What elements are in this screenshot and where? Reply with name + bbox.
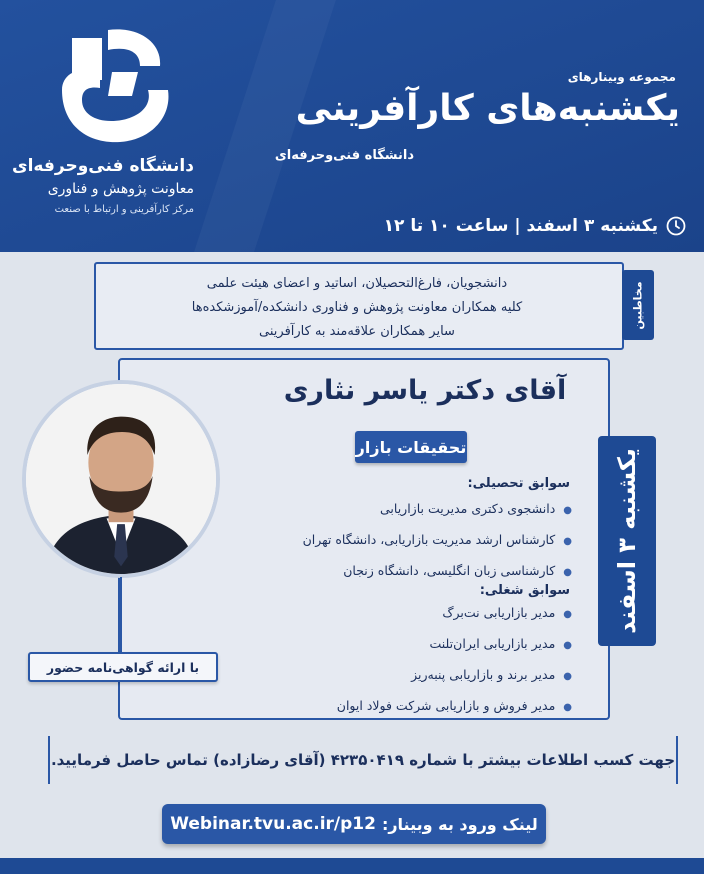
education-item: ● کارشناس ارشد مدیریت بازاریابی، دانشگاه تهران	[303, 525, 572, 556]
work-item: ● مدیر فروش و بازاریابی شرکت فولاد ایوان	[337, 691, 572, 722]
webinar-link-box[interactable]	[162, 804, 546, 844]
series-organizer: دانشگاه فنی‌وحرفه‌ای	[274, 148, 414, 163]
education-item: ● کارشناسی زبان انگلیسی، دانشگاه زنجان	[303, 556, 572, 587]
audience-list	[96, 264, 622, 344]
series-title: یکشنبه‌های کارآفرینی	[295, 88, 680, 129]
work-item: ● مدیر برند و بازاریابی پنبه‌ریز	[337, 660, 572, 691]
contact-info: جهت کسب اطلاعات بیشتر با شماره ۴۲۳۵۰۴۱۹ (آقای رضازاده) تماس حاصل فرمایید.	[48, 736, 678, 784]
footer-bar	[0, 858, 704, 874]
certificate-badge: با ارائه گواهی‌نامه حضور	[28, 652, 218, 682]
audience-tab	[622, 270, 654, 340]
connector-line	[120, 577, 122, 655]
university-logo-icon	[42, 20, 172, 160]
day-tab	[598, 436, 656, 646]
audience-item: دانشجویان، فارغ‌التحصیلان، اساتید و اعضای هیئت علمی	[206, 276, 508, 291]
series-kicker: مجموعه وبینارهای	[567, 70, 676, 84]
day-tab-label: یکشنبه ۳ اسفند	[613, 448, 641, 634]
header-banner	[0, 0, 704, 252]
work-heading: سوابق شغلی:	[479, 583, 570, 598]
clock-icon	[666, 216, 686, 236]
university-name: دانشگاه فنی‌وحرفه‌ای	[12, 156, 194, 176]
work-item: ● مدیر بازاریابی نت‌برگ	[337, 598, 572, 629]
audience-box	[94, 262, 624, 350]
work-item: ● مدیر بازاریابی ایران‌تلنت	[337, 629, 572, 660]
university-deputy: معاونت پژوهش و فناوری	[47, 181, 194, 197]
speaker-portrait-icon	[26, 384, 216, 574]
work-list	[337, 598, 572, 722]
audience-item: کلیه همکاران معاونت پژوهش و فناوری دانشکده/آموزشکده‌ها	[191, 300, 523, 315]
education-item: ● دانشجوی دکتری مدیریت بازاریابی	[303, 494, 572, 525]
webinar-link-url[interactable]: Webinar.tvu.ac.ir/p12	[170, 814, 376, 834]
webinar-link-label: لینک ورود به وبینار:	[381, 814, 538, 834]
event-datetime-text: یکشنبه ۳ اسفند | ساعت ۱۰ تا ۱۲	[383, 216, 658, 236]
speaker-name: آقای دکتر یاسر نثاری	[283, 375, 567, 406]
audience-item: سایر همکاران علاقه‌مند به کارآفرینی	[259, 324, 455, 339]
topic-badge: تحقیقات بازار	[355, 431, 467, 463]
education-list	[303, 494, 572, 587]
university-center: مرکز کارآفرینی و ارتباط با صنعت	[54, 204, 194, 215]
education-heading: سوابق تحصیلی:	[467, 476, 570, 491]
audience-tab-label: مخاطبین	[631, 280, 645, 330]
event-datetime	[384, 216, 686, 236]
speaker-photo	[22, 380, 220, 578]
